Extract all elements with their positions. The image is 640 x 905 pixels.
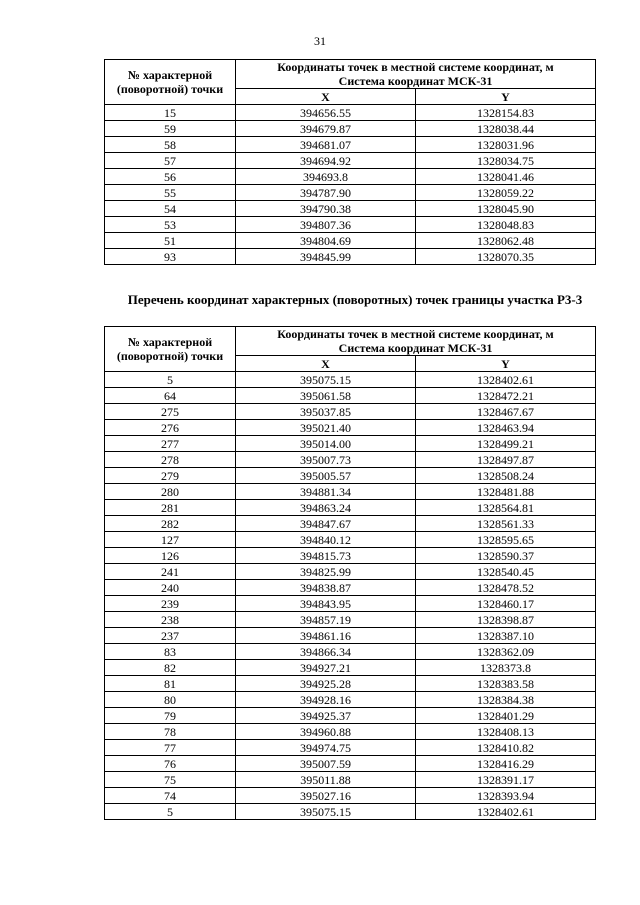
y-coordinate-cell: 1328393.94 [416,788,596,804]
x-coordinate-cell: 394925.28 [236,676,416,692]
x-coordinate-cell: 394927.21 [236,660,416,676]
table-row [105,724,596,740]
point-number-cell: 78 [105,724,236,740]
point-number-cell: 57 [105,153,236,169]
x-coordinate-cell: 394847.67 [236,516,416,532]
point-number-cell: 83 [105,644,236,660]
x-coordinate-cell: 395075.15 [236,372,416,388]
y-coordinate-cell: 1328467.67 [416,404,596,420]
y-coordinate-cell: 1328416.29 [416,756,596,772]
x-coordinate-cell: 394925.37 [236,708,416,724]
y-column-header: Y [416,356,596,372]
table-row [105,153,596,169]
point-number-cell: 93 [105,249,236,265]
y-coordinate-cell: 1328059.22 [416,185,596,201]
table-row [105,516,596,532]
point-number-cell: 75 [105,772,236,788]
point-number-cell: 277 [105,436,236,452]
y-coordinate-cell: 1328034.75 [416,153,596,169]
point-number-cell: 126 [105,548,236,564]
y-coordinate-cell: 1328463.94 [416,420,596,436]
point-number-cell: 55 [105,185,236,201]
point-number-cell: 276 [105,420,236,436]
coords-header-line1: Координаты точек в местной системе координат, м [236,60,596,75]
y-coordinate-cell: 1328387.10 [416,628,596,644]
point-number-cell: 74 [105,788,236,804]
y-coordinate-cell: 1328041.46 [416,169,596,185]
point-number-cell: 82 [105,660,236,676]
y-coordinate-cell: 1328154.83 [416,105,596,121]
coordinates-table-1 [104,59,596,265]
point-number-cell: 275 [105,404,236,420]
point-number-cell: 238 [105,612,236,628]
table-row [105,692,596,708]
table-row [105,169,596,185]
table-row [105,105,596,121]
x-coordinate-cell: 394960.88 [236,724,416,740]
table-row [105,756,596,772]
table-row [105,740,596,756]
y-coordinate-cell: 1328070.35 [416,249,596,265]
x-coordinate-cell: 395037.85 [236,404,416,420]
y-coordinate-cell: 1328038.44 [416,121,596,137]
table-row [105,404,596,420]
table-row [105,676,596,692]
x-coordinate-cell: 394974.75 [236,740,416,756]
x-coordinate-cell: 394693.8 [236,169,416,185]
y-coordinate-cell: 1328481.88 [416,484,596,500]
x-coordinate-cell: 394656.55 [236,105,416,121]
x-coordinate-cell: 395007.73 [236,452,416,468]
point-number-cell: 127 [105,532,236,548]
point-number-cell: 56 [105,169,236,185]
y-coordinate-cell: 1328497.87 [416,452,596,468]
y-coordinate-cell: 1328410.82 [416,740,596,756]
point-number-header: № характерной (поворотной) точки [105,60,236,105]
y-coordinate-cell: 1328499.21 [416,436,596,452]
x-coordinate-cell: 394787.90 [236,185,416,201]
table-row [105,788,596,804]
table-row [105,628,596,644]
x-coordinate-cell: 394815.73 [236,548,416,564]
y-coordinate-cell: 1328402.61 [416,372,596,388]
point-number-cell: 59 [105,121,236,137]
x-coordinate-cell: 395007.59 [236,756,416,772]
x-coordinate-cell: 394881.34 [236,484,416,500]
table-row [105,201,596,217]
x-coordinate-cell: 394790.38 [236,201,416,217]
point-number-cell: 280 [105,484,236,500]
table-row [105,532,596,548]
x-coordinate-cell: 394928.16 [236,692,416,708]
y-coordinate-cell: 1328472.21 [416,388,596,404]
x-coordinate-cell: 395011.88 [236,772,416,788]
table-row [105,388,596,404]
table-row [105,644,596,660]
table-row [105,452,596,468]
point-number-cell: 5 [105,804,236,820]
y-coordinate-cell: 1328373.8 [416,660,596,676]
table-row [105,548,596,564]
x-coordinate-cell: 394840.12 [236,532,416,548]
x-coordinate-cell: 394866.34 [236,644,416,660]
y-coordinate-cell: 1328401.29 [416,708,596,724]
x-coordinate-cell: 394838.87 [236,580,416,596]
y-coordinate-cell: 1328460.17 [416,596,596,612]
table-row [105,708,596,724]
y-coordinate-cell: 1328062.48 [416,233,596,249]
table-row [105,612,596,628]
coords-header-line1: Координаты точек в местной системе координат, м [236,327,596,342]
point-number-cell: 53 [105,217,236,233]
point-number-cell: 81 [105,676,236,692]
point-number-cell: 240 [105,580,236,596]
y-coordinate-cell: 1328391.17 [416,772,596,788]
x-coordinate-cell: 394694.92 [236,153,416,169]
y-coordinate-cell: 1328590.37 [416,548,596,564]
x-coordinate-cell: 394843.95 [236,596,416,612]
y-coordinate-cell: 1328384.38 [416,692,596,708]
x-coordinate-cell: 395027.16 [236,788,416,804]
table-row [105,185,596,201]
x-column-header: X [236,356,416,372]
table-row [105,137,596,153]
y-coordinate-cell: 1328564.81 [416,500,596,516]
table-row [105,420,596,436]
point-number-cell: 239 [105,596,236,612]
x-column-header: X [236,89,416,105]
point-number-cell: 15 [105,105,236,121]
x-coordinate-cell: 395061.58 [236,388,416,404]
x-coordinate-cell: 394861.16 [236,628,416,644]
point-number-cell: 77 [105,740,236,756]
table-row [105,249,596,265]
point-number-cell: 282 [105,516,236,532]
table-row [105,468,596,484]
point-number-cell: 51 [105,233,236,249]
x-coordinate-cell: 395005.57 [236,468,416,484]
y-coordinate-cell: 1328045.90 [416,201,596,217]
y-coordinate-cell: 1328561.33 [416,516,596,532]
table-row [105,484,596,500]
point-number-cell: 64 [105,388,236,404]
table-row [105,121,596,137]
x-coordinate-cell: 394679.87 [236,121,416,137]
point-number-cell: 237 [105,628,236,644]
x-coordinate-cell: 394857.19 [236,612,416,628]
y-coordinate-cell: 1328383.58 [416,676,596,692]
point-number-cell: 241 [105,564,236,580]
table-row [105,372,596,388]
point-number-cell: 58 [105,137,236,153]
x-coordinate-cell: 394825.99 [236,564,416,580]
table-row [105,772,596,788]
table-row [105,217,596,233]
point-number-cell: 80 [105,692,236,708]
table-row [105,564,596,580]
y-column-header: Y [416,89,596,105]
coordinates-table-2 [104,326,596,820]
point-number-cell: 278 [105,452,236,468]
x-coordinate-cell: 395014.00 [236,436,416,452]
y-coordinate-cell: 1328540.45 [416,564,596,580]
table-row [105,233,596,249]
table-row [105,580,596,596]
y-coordinate-cell: 1328402.61 [416,804,596,820]
section-title: Перечень координат характерных (поворотных) точек границы участка Р3-3 [127,292,583,307]
x-coordinate-cell: 394681.07 [236,137,416,153]
table-row [105,804,596,820]
point-number-header: № характерной (поворотной) точки [105,327,236,372]
x-coordinate-cell: 395075.15 [236,804,416,820]
point-number-cell: 79 [105,708,236,724]
table-row [105,436,596,452]
point-number-cell: 281 [105,500,236,516]
y-coordinate-cell: 1328595.65 [416,532,596,548]
x-coordinate-cell: 394863.24 [236,500,416,516]
point-number-cell: 54 [105,201,236,217]
coords-header-line2: Система координат МСК-31 [236,74,596,89]
point-number-cell: 5 [105,372,236,388]
page-number: 31 [314,34,326,48]
x-coordinate-cell: 394845.99 [236,249,416,265]
point-number-cell: 76 [105,756,236,772]
y-coordinate-cell: 1328048.83 [416,217,596,233]
y-coordinate-cell: 1328508.24 [416,468,596,484]
y-coordinate-cell: 1328031.96 [416,137,596,153]
coords-header-line2: Система координат МСК-31 [236,341,596,356]
x-coordinate-cell: 394807.36 [236,217,416,233]
table-row [105,596,596,612]
y-coordinate-cell: 1328398.87 [416,612,596,628]
x-coordinate-cell: 395021.40 [236,420,416,436]
y-coordinate-cell: 1328478.52 [416,580,596,596]
table-row [105,500,596,516]
table-row [105,660,596,676]
x-coordinate-cell: 394804.69 [236,233,416,249]
y-coordinate-cell: 1328408.13 [416,724,596,740]
y-coordinate-cell: 1328362.09 [416,644,596,660]
point-number-cell: 279 [105,468,236,484]
